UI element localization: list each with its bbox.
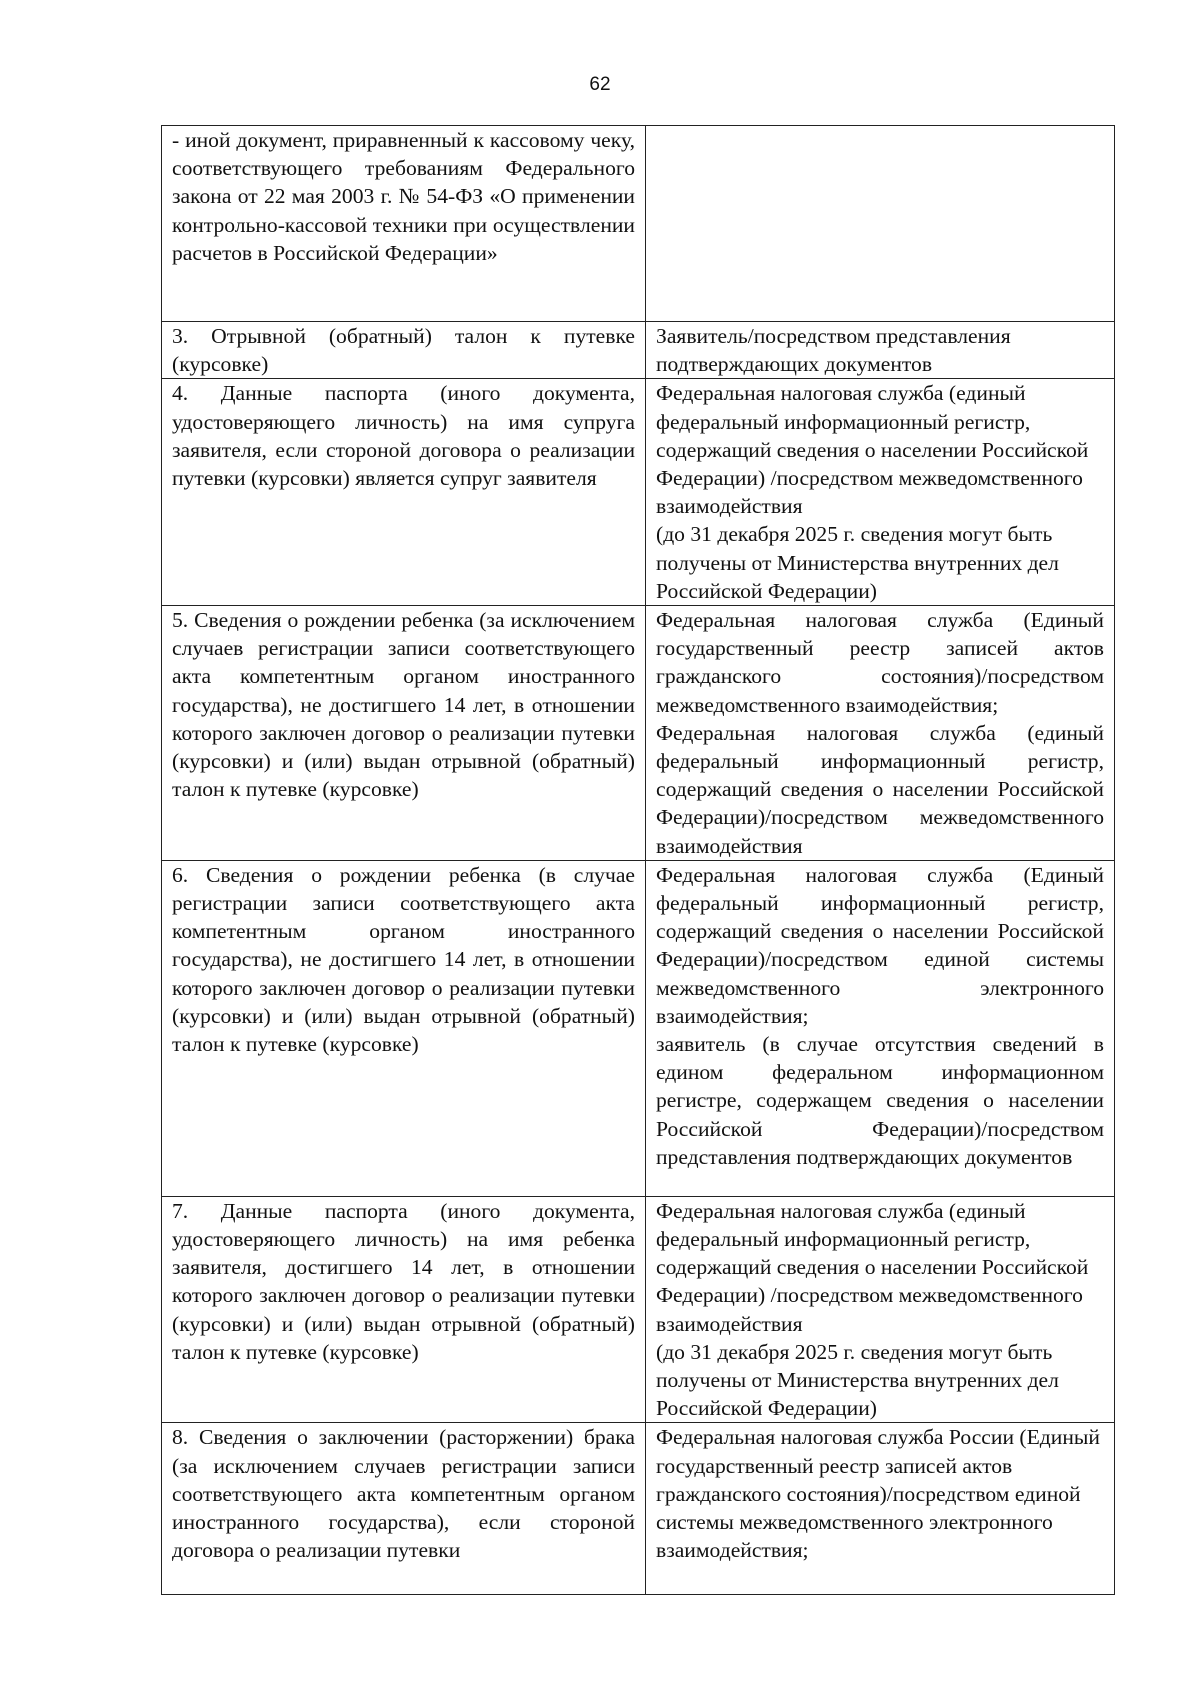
source-paragraph: Заявитель/посредством представления подтверждающих документов: [656, 324, 1011, 377]
source-paragraph: Федеральная налоговая служба (единый федеральный информационный регистр, содержащий сведения о населении Российской Федерации) /посредством межведомственного взаимодействия: [656, 1198, 1089, 1336]
source-paragraph: (до 31 декабря 2025 г. сведения могут быть получены от Министерства внутренних дел Российской Федерации): [656, 522, 1059, 603]
source-paragraph: заявитель (в случае отсутствия сведений в едином федеральном информационном регистре, содержащем сведения о населении Российской Федерации)/посредством представления подтверждающих документов: [656, 1032, 1104, 1169]
table-row: [162, 1423, 1115, 1595]
table-cell-source: [646, 1196, 1115, 1423]
source-paragraph: Федеральная налоговая служба (единый федеральный информационный регистр, содержащий сведения о населении Российской Федерации) /посредством межведомственного взаимодействия: [656, 381, 1089, 519]
table-row: [162, 860, 1115, 1196]
table-row: [162, 1196, 1115, 1423]
table-cell-document-type: 7. Данные паспорта (иного документа, удостоверяющего личность) на имя ребенка заявителя, достигшего 14 лет, в отношении которого заключен договор о реализации путевки (курсовки) и (или) выдан отрывной (обратный) талон к путевке (курсовке): [162, 1196, 646, 1423]
table-cell-source: [646, 379, 1115, 606]
page-number: 62: [589, 74, 611, 95]
table-row: [162, 379, 1115, 606]
table-cell-source: [646, 1423, 1115, 1595]
source-paragraph: Федеральная налоговая служба (Единый государственный реестр записей актов гражданского состояния)/посредством межведомственного взаимодействия;: [656, 608, 1104, 717]
table-cell-source: [646, 322, 1115, 379]
table-cell-source: [646, 606, 1115, 861]
table-cell-document-type: 6. Сведения о рождении ребенка (в случае регистрации записи соответствующего акта компетентным органом иностранного государства), не достигшего 14 лет, в отношении которого заключен договор о реализации путевки (курсовки) и (или) выдан отрывной (обратный) талон к путевке (курсовке): [162, 860, 646, 1196]
table-cell-document-type: - иной документ, приравненный к кассовому чеку, соответствующего требованиям Федерального закона от 22 мая 2003 г. № 54-ФЗ «О применении контрольно-кассовой техники при осуществлении расчетов в Российской Федерации»: [162, 126, 646, 322]
table-cell-source: [646, 126, 1115, 322]
document-table: [161, 125, 1115, 1595]
source-paragraph: Федеральная налоговая служба (единый федеральный информационный регистр, содержащий сведения о населении Российской Федерации)/посредством межведомственного взаимодействия: [656, 720, 1104, 858]
source-paragraph: (до 31 декабря 2025 г. сведения могут быть получены от Министерства внутренних дел Российской Федерации): [656, 1339, 1059, 1421]
table-cell-document-type: 5. Сведения о рождении ребенка (за исключением случаев регистрации записи соответствующего акта компетентным органом иностранного государства), не достигшего 14 лет, в отношении которого заключен договор о реализации путевки (курсовки) и (или) выдан отрывной (обратный) талон к путевке (курсовке): [162, 606, 646, 861]
table-row: [162, 606, 1115, 861]
table-cell-document-type: 8. Сведения о заключении (расторжении) брака (за исключением случаев регистрации записи соответствующего акта компетентным органом иностранного государства), если стороной договора о реализации путевки: [162, 1423, 646, 1595]
source-paragraph: Федеральная налоговая служба России (Единый государственный реестр записей актов гражданского состояния)/посредством единой системы межведомственного электронного взаимодействия;: [656, 1425, 1100, 1563]
source-paragraph: Федеральная налоговая служба (Единый федеральный информационный регистр, содержащий сведения о населении Российской Федерации)/посредством единой системы межведомственного электронного взаимодействия;: [656, 862, 1104, 1028]
table-cell-document-type: 3. Отрывной (обратный) талон к путевке (курсовке): [162, 322, 646, 379]
table-cell-source: [646, 860, 1115, 1196]
table-row: [162, 126, 1115, 322]
table-cell-document-type: 4. Данные паспорта (иного документа, удостоверяющего личность) на имя супруга заявителя, если стороной договора о реализации путевки (курсовки) является супруг заявителя: [162, 379, 646, 606]
table-row: [162, 322, 1115, 379]
